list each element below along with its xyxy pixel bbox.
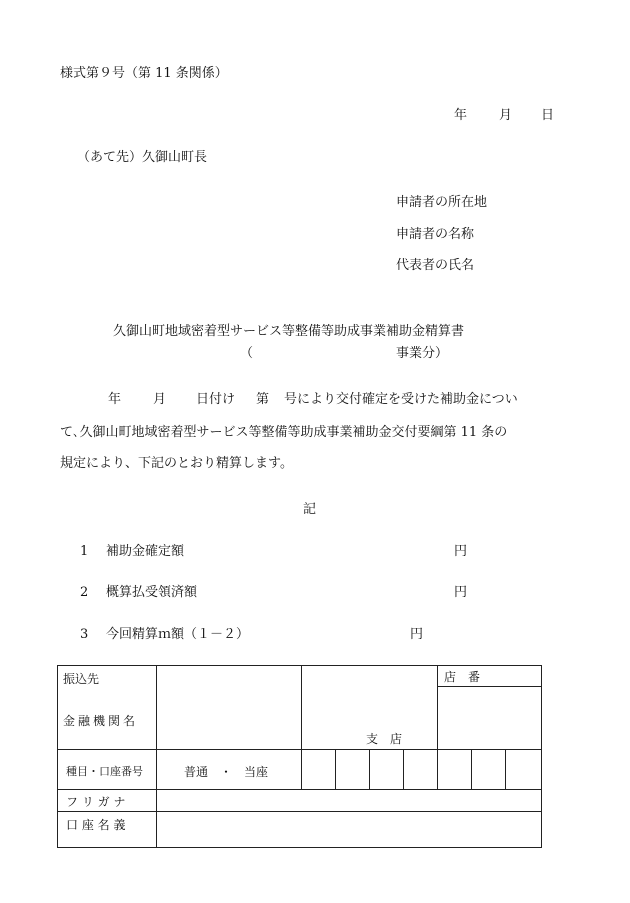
item-unit: 円	[410, 627, 424, 642]
bank-label-cell	[58, 666, 157, 750]
date-day-label: 日	[541, 108, 555, 123]
transfer-to-label: 振込先	[63, 672, 100, 686]
furigana-field[interactable]	[157, 790, 542, 812]
account-digit-box[interactable]	[506, 750, 542, 790]
date-month-label: 月	[499, 108, 513, 123]
account-digit-box[interactable]	[472, 750, 506, 790]
body-line2: て､久御山町地域密着型サービス等整備等助成事業補助金交付要綱第 11 条の	[60, 425, 508, 440]
body-month: 月	[153, 392, 167, 407]
furigana-label: フ リ ガ ナ	[66, 795, 126, 809]
item-label: 補助金確定額	[106, 544, 185, 559]
branch-name-field[interactable]	[302, 666, 438, 750]
institution-name-label: 金融機関名	[63, 714, 139, 728]
item-label: 今回精算ｍ額（１－２）	[106, 627, 250, 642]
body-line3: 規定により、下記のとおり精算します。	[60, 456, 293, 471]
branch-number-field[interactable]	[438, 687, 541, 749]
account-digit-box[interactable]	[404, 750, 438, 790]
bank-account-table	[57, 665, 542, 848]
branch-number-label: 店 番	[444, 670, 481, 684]
branch-number-cell	[438, 666, 542, 750]
body-year: 年	[108, 392, 122, 407]
representative-name-label: 代表者の氏名	[396, 258, 475, 273]
item-number: 2	[80, 585, 89, 600]
account-digit-box[interactable]	[302, 750, 336, 790]
account-name-label: 口 座 名 義	[66, 818, 126, 832]
item-number: 1	[80, 544, 89, 559]
title-business-suffix: 事業分）	[396, 346, 449, 361]
account-type-label-cell	[58, 750, 157, 790]
body-day-dated: 日付け	[196, 392, 236, 407]
account-digit-box[interactable]	[336, 750, 370, 790]
applicant-address-label: 申請者の所在地	[396, 195, 488, 210]
form-number: 様式第９号（第 11 条関係）	[60, 66, 228, 81]
account-digit-box[interactable]	[370, 750, 404, 790]
item-unit: 円	[454, 585, 468, 600]
branch-label: 支 店	[366, 732, 403, 746]
ki-label: 記	[303, 502, 317, 517]
item-number: 3	[80, 627, 89, 642]
item-unit: 円	[454, 544, 468, 559]
furigana-label-cell	[58, 790, 157, 812]
document-title: 久御山町地域密着型サービス等整備等助成事業補助金精算書	[113, 324, 465, 339]
applicant-name-label: 申請者の名称	[396, 227, 475, 242]
title-paren-open: （	[240, 346, 254, 361]
account-type-options: 普通 ・ 当座	[184, 765, 269, 779]
account-name-label-cell	[58, 812, 157, 848]
body-dai: 第	[256, 392, 270, 407]
institution-name-field[interactable]	[157, 666, 302, 750]
item-label: 概算払受領済額	[106, 585, 198, 600]
account-digit-box[interactable]	[438, 750, 472, 790]
addressee: （あて先）久御山町長	[77, 150, 208, 165]
account-type-field[interactable]	[157, 750, 302, 790]
body-line1: 号により交付確定を受けた補助金につい	[284, 392, 518, 407]
account-type-label: 種目・口座番号	[66, 765, 143, 778]
account-name-field[interactable]	[157, 812, 542, 848]
date-year-label: 年	[454, 108, 468, 123]
